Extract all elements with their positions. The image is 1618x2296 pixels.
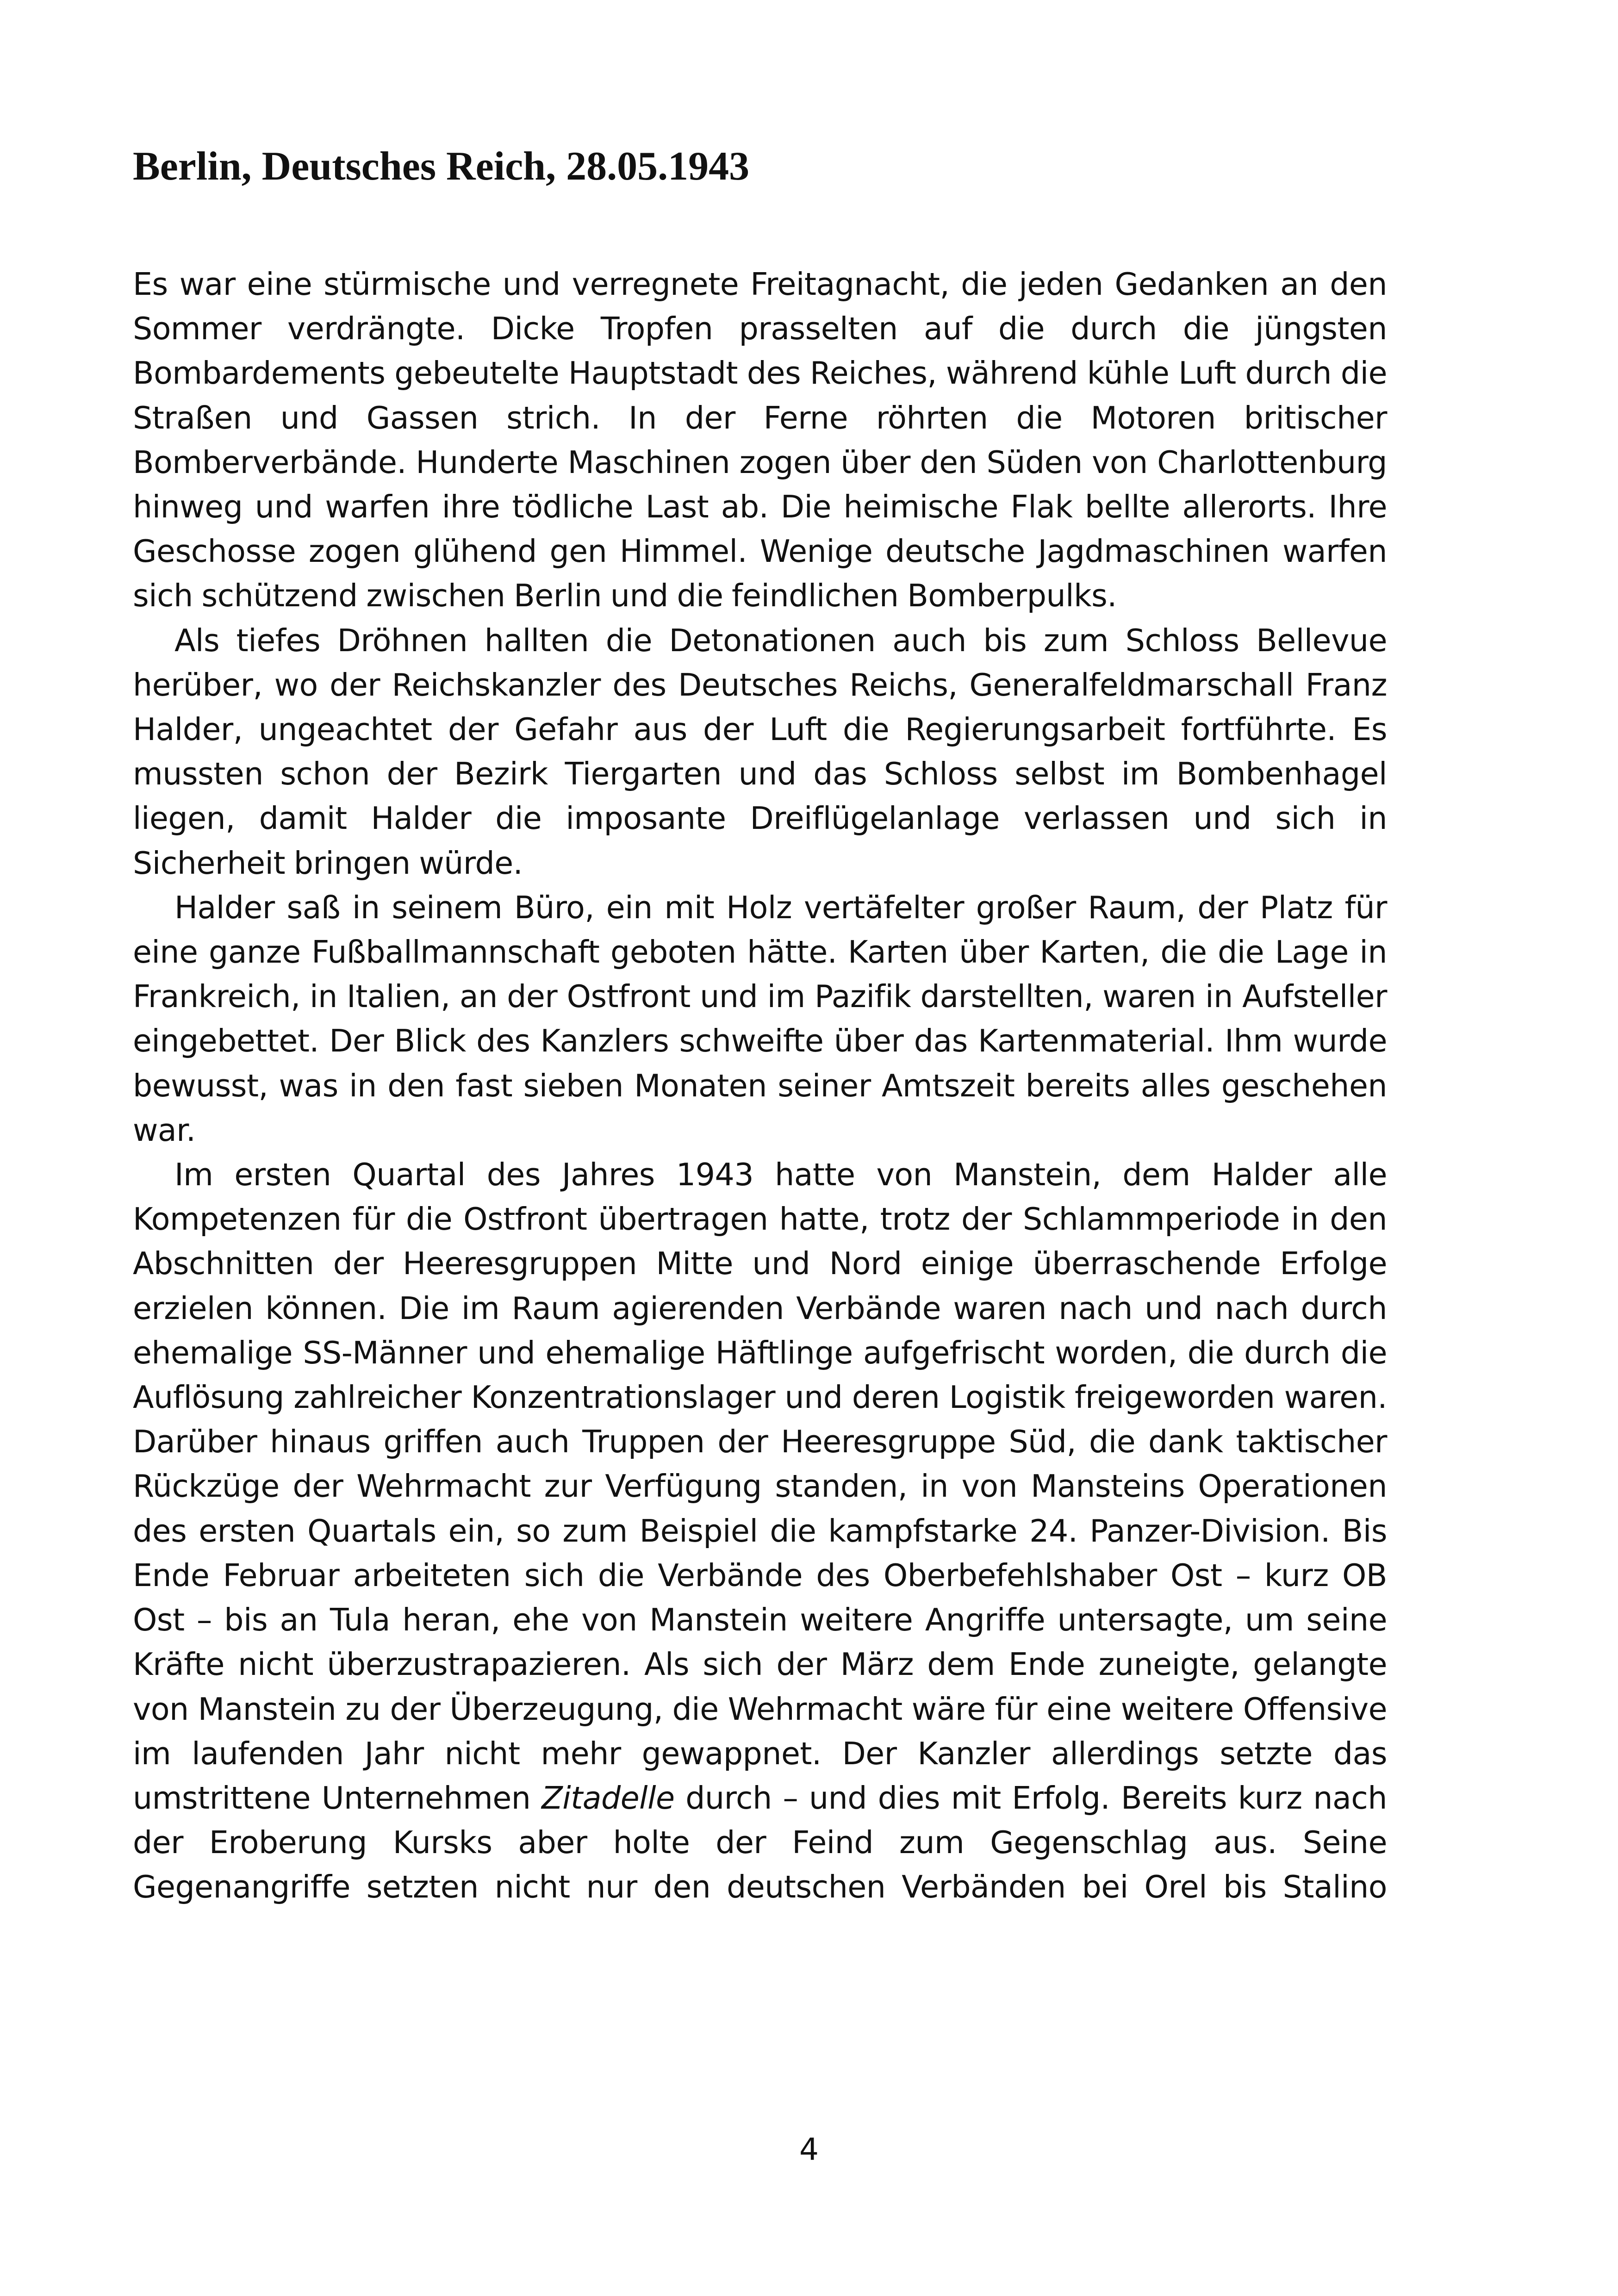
body-text [133, 262, 1387, 1910]
paragraph-3: Halder saß in seinem Büro, ein mit Holz vertäfelter großer Raum, der Platz für eine ganze Fußballmannschaft geboten hätte. Karten über Karten, die die Lage in Frankreich, in Italien, an der Ostfront und im Pazifik darstellten, waren in Aufsteller eingebettet. Der Blick des Kanzlers schweifte über das Kartenmaterial. Ihm wurde bewusst, was in den fast sieben Monaten seiner Amtszeit bereits alles geschehen war. [133, 889, 1387, 1148]
page-number: 4 [799, 2132, 819, 2167]
operation-name-italic: Zitadelle [541, 1780, 675, 1816]
paragraph-4 [133, 1152, 1387, 1909]
paragraph-4-text-after-italic: durch – und dies mit Erfolg. Bereits kurz nach der Eroberung Kursks aber holte der Feind zum Gegenschlag aus. Seine Gegenangriffe setzten nicht nur den deutschen Verbänden bei Orel bis Stalino [133, 1780, 1387, 1905]
chapter-heading: Berlin, Deutsches Reich, 28.05.1943 [133, 144, 750, 189]
paragraph-4-text-before-italic: Im ersten Quartal des Jahres 1943 hatte von Manstein, dem Halder alle Kompetenzen für die Ostfront übertragen hatte, trotz der Schlammperiode in den Abschnitten der Heeresgruppen Mitte und Nord einige überraschende Erfolge erzielen können. Die im Raum agierenden Verbände waren nach und nach durch ehemalige SS-Männer und ehemalige Häftlinge aufgefrischt worden, die durch die Auflösung zahlreicher Konzentrationslager und deren Logistik freigeworden waren. Darüber hinaus griffen auch Truppen der Heeresgruppe Süd, die dank taktischer Rückzüge der Wehrmacht zur Verfügung standen, in von Mansteins Operationen des ersten Quartals ein, so zum Beispiel die kampfstarke 24. Panzer-Division. Bis Ende Februar arbeiteten sich die Verbände des Oberbefehlshaber Ost – kurz OB Ost – bis an Tula heran, ehe von Manstein weitere Angriffe untersagte, um seine Kräfte nicht überzustrapazieren. Als sich der März dem Ende zuneigte, gelangte von Manstein zu der Überzeugung, die Wehrmacht wäre für eine weitere Offensive im laufenden Jahr nicht mehr gewappnet. Der Kanzler allerdings setzte das umstrittene Unternehmen [133, 1157, 1387, 1816]
paragraph-2: Als tiefes Dröhnen hallten die Detonationen auch bis zum Schloss Bellevue herüber, wo der Reichskanzler des Deutsches Reichs, Generalfeldmarschall Franz Halder, ungeachtet der Gefahr aus der Luft die Regierungsarbeit fortführte. Es mussten schon der Bezirk Tiergarten und das Schloss selbst im Bombenhagel liegen, damit Halder die imposante Dreiflügelanlage verlassen und sich in Sicherheit bringen würde. [133, 622, 1387, 881]
paragraph-1: Es war eine stürmische und verregnete Freitagnacht, die jeden Gedanken an den Sommer verdrängte. Dicke Tropfen prasselten auf die durch die jüngsten Bombardements gebeutelte Hauptstadt des Reiches, während kühle Luft durch die Straßen und Gassen strich. In der Ferne röhrten die Motoren britischer Bomberverbände. Hunderte Maschinen zogen über den Süden von Charlottenburg hinweg und warfen ihre tödliche Last ab. Die heimische Flak bellte allerorts. Ihre Geschosse zogen glühend gen Himmel. Wenige deutsche Jagdmaschinen warfen sich schützend zwischen Berlin und die feindlichen Bomberpulks. [133, 266, 1387, 614]
